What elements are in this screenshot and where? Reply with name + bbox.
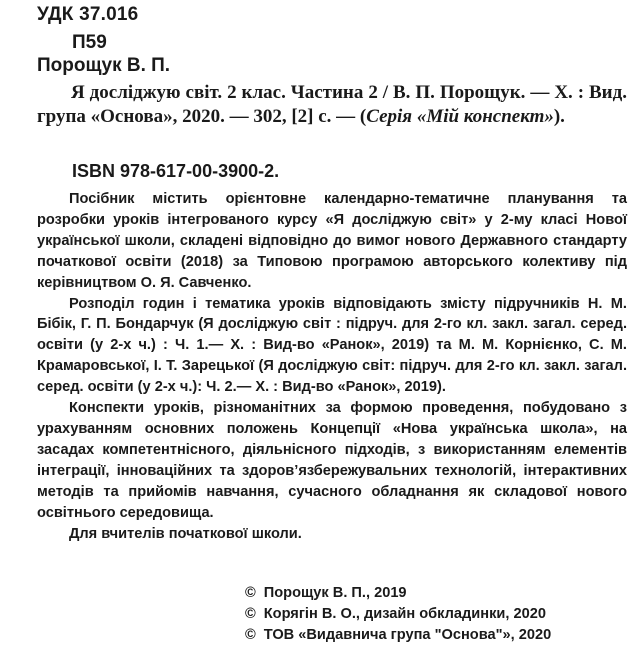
isbn: ISBN 978-617-00-3900-2. — [72, 161, 280, 181]
annotation-paragraph: Для вчителів початкової школи. — [69, 525, 302, 542]
copyright-line — [245, 625, 551, 646]
copyright-text: Порощук В. П., 2019 — [263, 585, 407, 601]
annotation — [37, 189, 627, 544]
copyright-text: Корягін В. О., дизайн обкладинки, 2020 — [263, 606, 546, 622]
copyright-text: ТОВ «Видавнича група "Основа"», 2020 — [263, 627, 552, 643]
copyright-block — [245, 583, 551, 646]
biblio-close: ). — [553, 106, 565, 127]
copyright-line — [245, 604, 551, 625]
udc-code: УДК 37.016 — [37, 4, 139, 25]
biblio-main: Я досліджую світ. 2 клас. Частина 2 / В. П. Порощук. — Х. : Вид. група «Основа», 2020. — 302, [2] с. — ( — [37, 82, 627, 127]
bbk-code: П59 — [72, 32, 107, 53]
author-heading: Порощук В. П. — [37, 55, 171, 76]
copyright-line — [245, 583, 551, 604]
copyright-symbol: © — [245, 606, 256, 622]
copyright-symbol: © — [245, 627, 256, 643]
biblio-series: Серія «Мій конспект» — [366, 106, 554, 127]
annotation-paragraph: Посібник містить орієнтовне календарно-тематичне планування та розробки уроків інтегрованого курсу «Я досліджую світ» у 2-му класі Нової української школи, складені відповідно до вимог нового Державного стандарту початкової освіти (2018) за Типовою програмою авторського колективу під керівництвом О. Я. Савченко. — [37, 191, 627, 291]
bibliographic-description — [37, 81, 627, 129]
annotation-paragraph: Конспекти уроків, різноманітних за формою проведення, побудовано з урахуванням основних положень Концепції «Нова українська школа», на засадах компетентнісного, діяльнісного підходів, з використанням елементів інтеграції, інноваційних та здоров’язбережувальних технологій, інтерактивних методів та прийомів навчання, сучасного обладнання як складової нового освітнього середовища. — [37, 400, 627, 521]
copyright-symbol: © — [245, 585, 256, 601]
annotation-paragraph: Розподіл годин і тематика уроків відповідають змісту підручників Н. М. Бібік, Г. П. Бондарчук (Я досліджую світ : підруч. для 2-го кл. закл. загал. серед. освіти (у 2-х ч.) : Ч. 1.— Х. : Вид-во «Ранок», 2019) та М. М. Корнієнко, С. М. Крамаровської, І. Т. Зарецької (Я досліджую світ: підруч. для 2-го кл. закл. загал. серед. освіти (у 2-х ч.): Ч. 2.— Х. : Вид-во «Ранок», 2019). — [37, 295, 627, 396]
